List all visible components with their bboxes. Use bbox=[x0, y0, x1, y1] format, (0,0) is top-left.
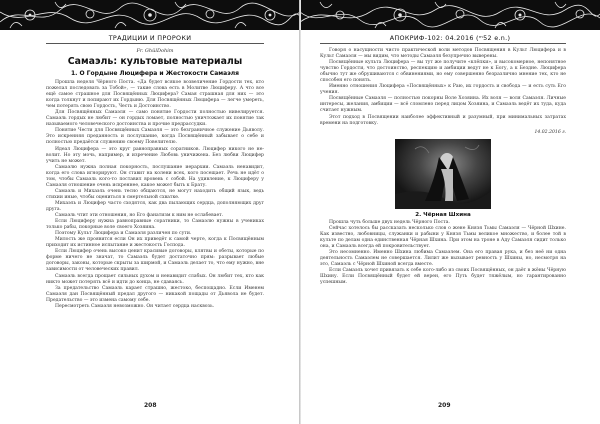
right-header-rule bbox=[320, 43, 566, 44]
paragraph: Михаэль и Люцифер часто сходятся, как два пылающих сердца, дополняющих друг друга. bbox=[46, 200, 264, 212]
paragraph: Для Посвящённых Самаэля — само понятие Гордости полностью нивелируется. Самаэль гордых не любит — он гордых ломает, полностью уничтожает их понятие так называемого человеческого достоинства и прочие предрассудки. bbox=[46, 110, 264, 128]
paragraph: Самаэлю нужна полная покорность, послушание иерархии. Самаэль ненавидит, когда его слова игнорируют. Он ставит на колени всех, кого посещает. Речь не идёт о том, чтобы Самаэль кого-то поставил вровень с собой. На удивление, к Люциферу у Самаэля отношение очень искреннее, какое может быть к Брату. bbox=[46, 164, 264, 188]
paragraph: Посвящённые Самаэля — полностью покорны Воле Хозяина. Их воля — воля Самаэля. Личные интересы, желания, амбиции — всё сломлено перед лицом Хозяина, и Самаэль ведёт их туда, куда считает нужным. bbox=[320, 96, 566, 114]
book-spine-divider bbox=[299, 0, 301, 424]
article-date: 14.02.2016 г. bbox=[534, 129, 566, 135]
paragraph: Понятие Чести для Посвящённых Самаэля — это безграничное служение Дьяволу. Это искренняя преданность и послушание, когда Посвящённый забывает о себе и полностью предаётся служению своему Повелителю. bbox=[46, 128, 264, 146]
paragraph: Самаэль чтит эти отношения, но Его фанатизм к ним не ослабевает. bbox=[55, 213, 224, 219]
section-heading-1: 1. О Гордыне Люцифера и Жестокости Самаэля bbox=[70, 70, 240, 77]
article-author: Fr. GhülDohim bbox=[136, 48, 174, 54]
dark-figure-illustration-icon bbox=[395, 139, 491, 209]
paragraph: Если Люцифер очень высоко ценит красивые договоры, клятвы и обеты, которые по форме ничего не значат, то Самаэль будет достаточно прям: разрывает любые договоры, законы, которые скрыты за ширмой, и Самаэль делает то, что ему нужно, вне зависимости от человеческих правил. bbox=[46, 249, 264, 273]
paragraph: Самаэль всегда прощает сильных духом и ненавидит слабых. Он любит тех, кто как никто может потерять всё и идти до конца, не сдаваясь. bbox=[46, 273, 264, 285]
right-page-number: 209 bbox=[438, 402, 451, 409]
paragraph: Идеал Люцифера — это круг равноправных соратников. Люцифер никого не не-волит. Но эту мочь, например, и изречение Любовь уничижена. Без любви Люцифер учить не может. bbox=[46, 146, 264, 164]
paragraph: Самаэль и Михаэль очень тесно общаются, не могут находить общий язык, ведь стихии иные, чтобы оцениться в смертельной схватке. bbox=[46, 188, 264, 200]
left-page-number: 208 bbox=[144, 402, 157, 409]
paragraph: Прошла неделя Чёрного Поста. «Да будет всякое возвеличение Гордости тех, кто пожелал последовать за Тобой», — такие слова есть в Молитве Люциферу. А что все ещё самое страшное для Посвящённых Люцифера? Самая страшная для них — это когда толкнут и попирают их Гордыню. Для Посвящённых Люцифера — легче умереть, чем потерять свою Гордость, Честь и Достоинство. bbox=[46, 80, 264, 110]
right-page bbox=[300, 0, 600, 424]
left-header-rule bbox=[46, 43, 264, 44]
paragraph: Поэтому Культ Люцифера и Самаэля различен по сути. bbox=[55, 231, 192, 237]
right-ornament-banner bbox=[300, 0, 600, 30]
illustration-black-shekhinah bbox=[395, 139, 491, 209]
paragraph: За предательство Самаэль карает страшно, жестоко, беспощадно. Если Именем Самаэля дан Посвящённый предал другого — никакой пощады от Дьявола не будет. Предательство — это измена самому себе. bbox=[46, 285, 264, 303]
paragraph: Этот подход в Посвящении наиболее эффективный и разумный, при минимальных затратах времени на подготовку. bbox=[320, 114, 566, 126]
paragraph: Если Люциферу нужна равноправные соратники, то Самаэлю нужны в учениках только рабы, покорные воле своего Хозяина. bbox=[46, 219, 264, 231]
ornament-pattern-icon bbox=[0, 0, 300, 30]
left-body bbox=[46, 48, 264, 310]
right-running-header: АПОКРИФ-102: 04.2016 (ᵐ52 e.n.) bbox=[389, 34, 511, 42]
paragraph: Посвящённые культа Люцифера — вы тут же получите «клёпки», и высокомерное, непонятное чувство Гордости, что достоинство, респекцию и амбиции ведут не к Богу, а к Бездне. Люцифера обычно тут же обрушиваются с обвинениями, но ему совершенно безразлично мнение тех, кто не способен его понять. bbox=[320, 60, 566, 84]
figure-caption: 2. Чёрная Шхина bbox=[415, 211, 471, 218]
paragraph: Милость же проявится если Он их приведёт к самой черте, когда к Посвящённым приходит их истинное испытание и жестокость Господа. bbox=[46, 237, 264, 249]
left-running-header: ТРАДИЦИИ И ПРОРОКИ bbox=[108, 34, 192, 42]
paragraph: Прошла чуть больше двух недель Чёрного Поста. bbox=[329, 219, 450, 225]
paragraph: Это несомненно. Именно Шхина любима Самаэлем. Она его правая рука, и без неё ни одна деятельность Самаэлем не совершается. Лилит же вызывает ревность у Шхины, но, несмотря на это, Самаэль с Чёрной Шхиной всегда вместе. bbox=[320, 249, 566, 267]
paragraph: Если Самаэль хочет привязать к себе кого-либо из своих Посвящённых, он даёт в жёны Чёрную Шхину. Если Посвящённый будет ей верен, его Путь будет тяжёлым, но гарантированно успешным. bbox=[320, 267, 566, 286]
right-body bbox=[320, 48, 566, 286]
article-title: Самаэль: культовые материалы bbox=[67, 56, 243, 67]
ornament-pattern-icon bbox=[300, 0, 600, 30]
left-ornament-banner bbox=[0, 0, 300, 30]
paragraph: Пересмотреть Самаэля невозможно. Он читает сердца насквозь. bbox=[55, 303, 215, 309]
paragraph: Сейчас хотелось бы рассказать несколько слов о жене Князя Тьмы Самаэля — Чёрной Шхине. Как известно, любовницы, служанки и рабыни у Князя Тьмы великое множество, и более той в культе по делам одна единственная Чёрная Шхина. При этом на троне в Аду Самаэля сидит только она, и Самаэль всегда ей покровительствует. bbox=[320, 225, 566, 249]
paragraph: Говоря о насущности чисто практической воли методов Посвящения в Культ Люцифера и в Культ Самаэля — мы видим, что методы Самаэля безупречно выверены. bbox=[320, 48, 566, 60]
paragraph: Именно отношения Люцифера «Посвящённых» к Раю, их гордость и свобода — и есть суть Его учения. bbox=[320, 84, 566, 96]
